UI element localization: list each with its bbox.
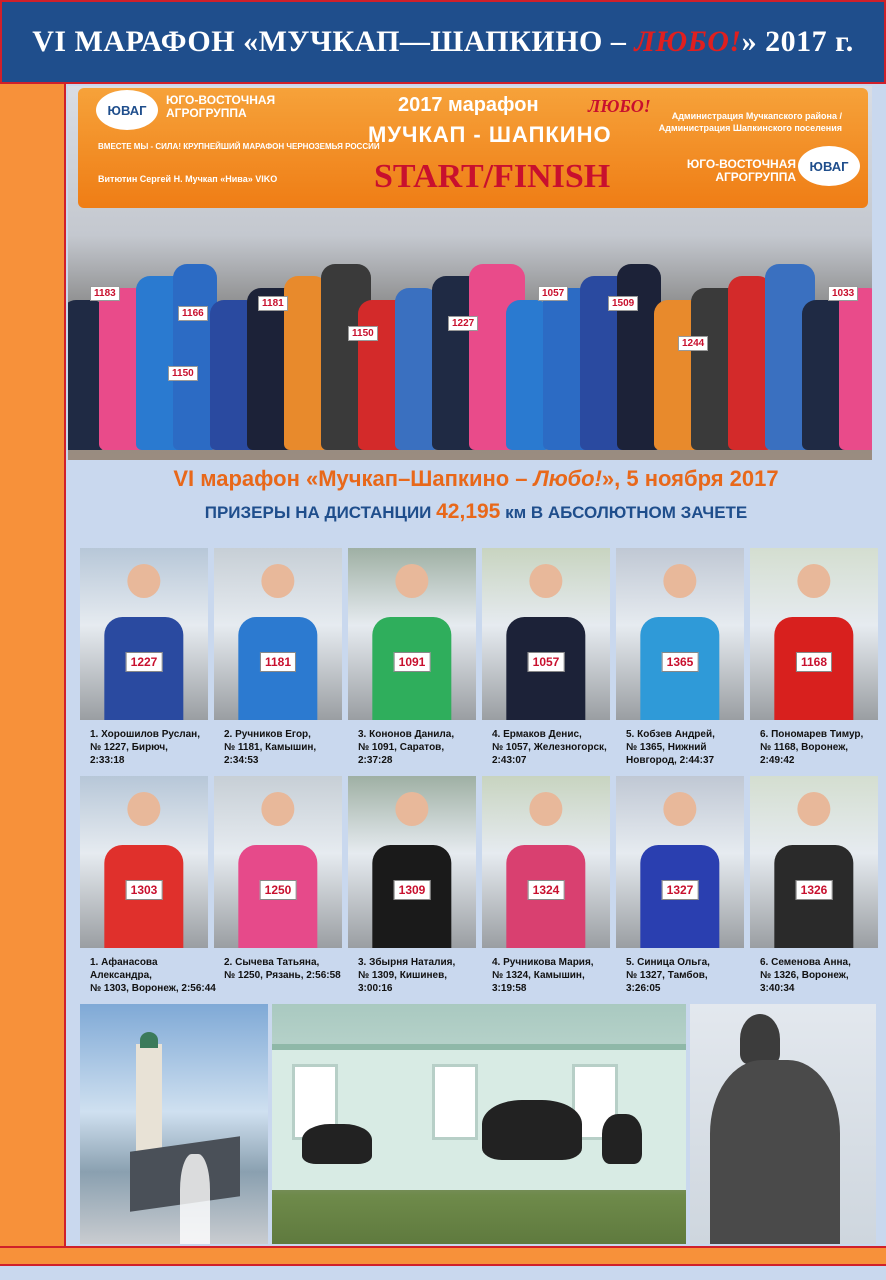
photo-church-fountain [80,1004,268,1244]
winner-line3: 3:26:05 [626,983,661,994]
banner-route: МУЧКАП - ШАПКИНО [368,122,612,147]
race-bib: 1509 [608,296,638,311]
winner-line1: 1. Афанасова Александра, [90,957,158,981]
women-winner-label [358,956,488,995]
race-bib: 1183 [90,286,120,301]
winner-line3: 3:40:34 [760,983,795,994]
winner-line2: № 1250, Рязань, 2:56:58 [224,970,341,981]
women-winner-label [224,956,354,982]
winner-line2: № 1091, Саратов, [358,742,445,753]
men-winner-label [760,728,886,767]
title-accent: ЛЮБО! [634,25,742,58]
agrogroup-logo-right: ЮВАГ [798,146,860,186]
winner-line3: 2:34:53 [224,755,259,766]
men-winner-photo [214,548,342,720]
winner-line1: 1. Хорошилов Руслан, [90,729,200,740]
race-bib: 1303 [126,880,163,900]
race-bib: 1181 [258,296,288,311]
prize-caption: ПРИЗЕРЫ НА ДИСТАНЦИИ 42,195 км В АБСОЛЮТНОМ ЗАЧЕТЕ [204,500,748,523]
race-bib: 1181 [260,652,296,672]
winner-line2: № 1181, Камышин, [224,742,317,753]
winner-line1: 6. Пономарев Тимур, [760,729,864,740]
winner-line3: Новгород, 2:44:37 [626,755,715,766]
race-bib: 1365 [662,652,699,672]
left-decorative-bar [0,84,66,1246]
men-winner-label [492,728,622,767]
winner-line2: № 1057, Железногорск, [492,742,607,753]
women-winner-photo [80,776,208,948]
photo-warrior-statue [690,1004,876,1244]
page-header [0,0,886,84]
banner-admin: Администрация Мучкапского района / Администрация Шапкинского поселения [658,111,842,133]
agrogroup-text-right: ЮГО-ВОСТОЧНАЯ АГРОГРУППА [686,157,796,184]
banner-lyubo: ЛЮБО! [588,96,651,116]
event-caption: VI марафон «Мучкап–Шапкино – Любо!», 5 ноября 2017 [173,466,779,491]
men-winner-photo [750,548,878,720]
winner-line2: № 1309, Кишинев, [358,970,447,981]
bottom-decorative-bar [0,1246,886,1266]
winner-line2: № 1303, Воронеж, 2:56:44 [90,983,216,994]
women-winner-photo [616,776,744,948]
race-bib: 1227 [448,316,478,331]
men-winner-label [358,728,488,767]
winner-line3: 2:37:28 [358,755,393,766]
winner-line3: 3:00:16 [358,983,393,994]
start-finish-banner [78,88,868,208]
title-part-2: » 2017 г. [741,25,854,58]
winner-line2: № 1168, Воронеж, [760,742,849,753]
agrogroup-logo-left: ЮВАГ [96,90,158,130]
race-bib: 1166 [178,306,208,321]
race-bib: 1091 [394,652,431,672]
banner-start-finish: START/FINISH [374,158,611,195]
winner-line1: 2. Сычева Татьяна, [224,957,320,968]
race-bib: 1168 [796,652,832,672]
men-winner-label [90,728,220,767]
winner-line3: 2:33:18 [90,755,125,766]
photo-estate-horses [272,1004,686,1244]
distance-value: 42,195 [436,500,501,523]
women-winner-photo [214,776,342,948]
women-winner-label [760,956,886,995]
men-winner-label [626,728,756,767]
women-winner-label [90,956,220,995]
race-bib: 1309 [394,880,431,900]
race-bib: 1057 [528,652,565,672]
men-winner-photo [482,548,610,720]
women-winner-photo [348,776,476,948]
page-title [32,25,854,59]
winner-line2: № 1324, Камышин, [492,970,585,981]
winner-line2: № 1227, Бирюч, [90,742,168,753]
winner-line1: 3. Кононов Данила, [358,729,455,740]
race-bib: 1327 [662,880,699,900]
winner-line1: 3. Збырня Наталия, [358,957,456,968]
winner-line2: № 1365, Нижний [626,742,707,753]
runners-crowd [68,216,872,460]
women-winner-label [492,956,622,995]
women-winner-photo [750,776,878,948]
title-part-1: VI МАРАФОН «МУЧКАП—ШАПКИНО – [32,25,635,58]
winner-line1: 4. Ермаков Денис, [492,729,582,740]
race-bib: 1150 [348,326,378,341]
winner-line1: 4. Ручникова Мария, [492,957,594,968]
banner-slogan: ВМЕСТЕ МЫ - СИЛА! КРУПНЕЙШИЙ МАРАФОН ЧЕРНОЗЕМЬЯ РОССИИ [98,142,380,151]
agrogroup-text-left: ЮГО-ВОСТОЧНАЯ АГРОГРУППА [166,93,276,120]
hero-start-photo [68,86,872,460]
crowd-runner [839,288,872,450]
winner-line1: 2. Ручников Егор, [224,729,311,740]
men-winner-photo [348,548,476,720]
race-bib: 1326 [796,880,833,900]
winner-line3: 3:19:58 [492,983,527,994]
men-winner-photo [616,548,744,720]
winner-line3: 2:43:07 [492,755,527,766]
race-bib: 1250 [260,880,297,900]
men-winner-label [224,728,354,767]
race-bib: 1150 [168,366,198,381]
race-bib: 1244 [678,336,708,351]
women-winner-label [626,956,756,995]
winner-line1: 5. Синица Ольга, [626,957,710,968]
race-bib: 1227 [126,652,163,672]
winner-line3: 2:49:42 [760,755,795,766]
banner-year-line: 2017 марафон [398,94,539,116]
winner-line1: 5. Кобзев Андрей, [626,729,715,740]
race-bib: 1324 [528,880,565,900]
women-winner-photo [482,776,610,948]
banner-sponsors: Витютин Сергей Н. Мучкап «Нива» VIKO [98,174,278,184]
winner-line1: 6. Семенова Анна, [760,957,851,968]
men-winner-photo [80,548,208,720]
race-bib: 1057 [538,286,568,301]
winner-line2: № 1327, Тамбов, [626,970,708,981]
race-bib: 1033 [828,286,858,301]
winner-line2: № 1326, Воронеж, [760,970,849,981]
